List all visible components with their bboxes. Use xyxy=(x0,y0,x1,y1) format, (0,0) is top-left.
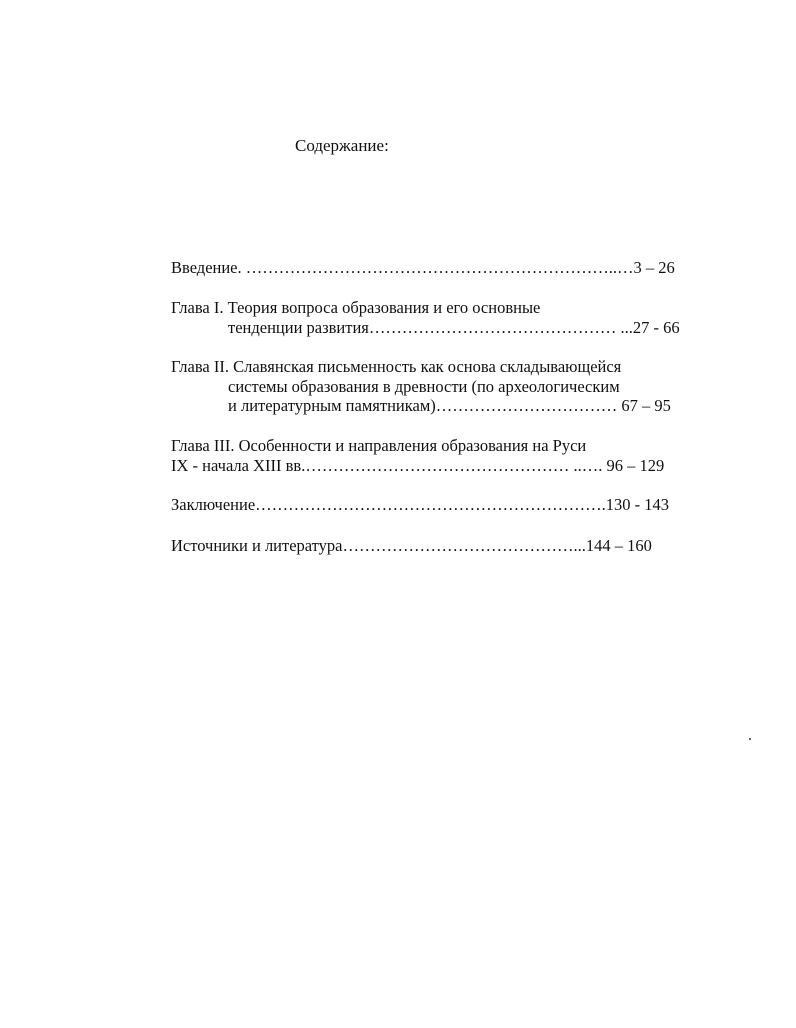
toc-entry-chapter-2-line-2: системы образования в древности (по археологическим xyxy=(228,377,620,396)
toc-entry-conclusion: Заключение……………………………………………………….130 - 143 xyxy=(171,495,670,514)
toc-entry-chapter-1-line-1: Глава I. Теория вопроса образования и его основные xyxy=(171,298,541,317)
toc-entry-introduction: Введение. …………………………………………………………..…3 – 26 xyxy=(171,258,675,277)
toc-entry-chapter-1-line-2: тенденции развития……………………………………… ...27 - 66 xyxy=(228,318,680,337)
scan-speck xyxy=(749,738,751,740)
toc-entry-chapter-2-line-1: Глава II. Славянская письменность как основа складывающейся xyxy=(171,357,622,376)
toc-entry-chapter-3-line-2: IX - начала XIII вв.………………………………………… ..…. 96 – 129 xyxy=(171,456,665,475)
toc-entry-chapter-2-line-3: и литературным памятникам)…………………………… 67 – 95 xyxy=(228,396,671,415)
page-title: Содержание: xyxy=(295,136,389,155)
toc-entry-chapter-3-line-1: Глава III. Особенности и направления образования на Руси xyxy=(171,436,587,455)
toc-entry-sources: Источники и литература……………………………………...144 – 160 xyxy=(171,536,652,555)
